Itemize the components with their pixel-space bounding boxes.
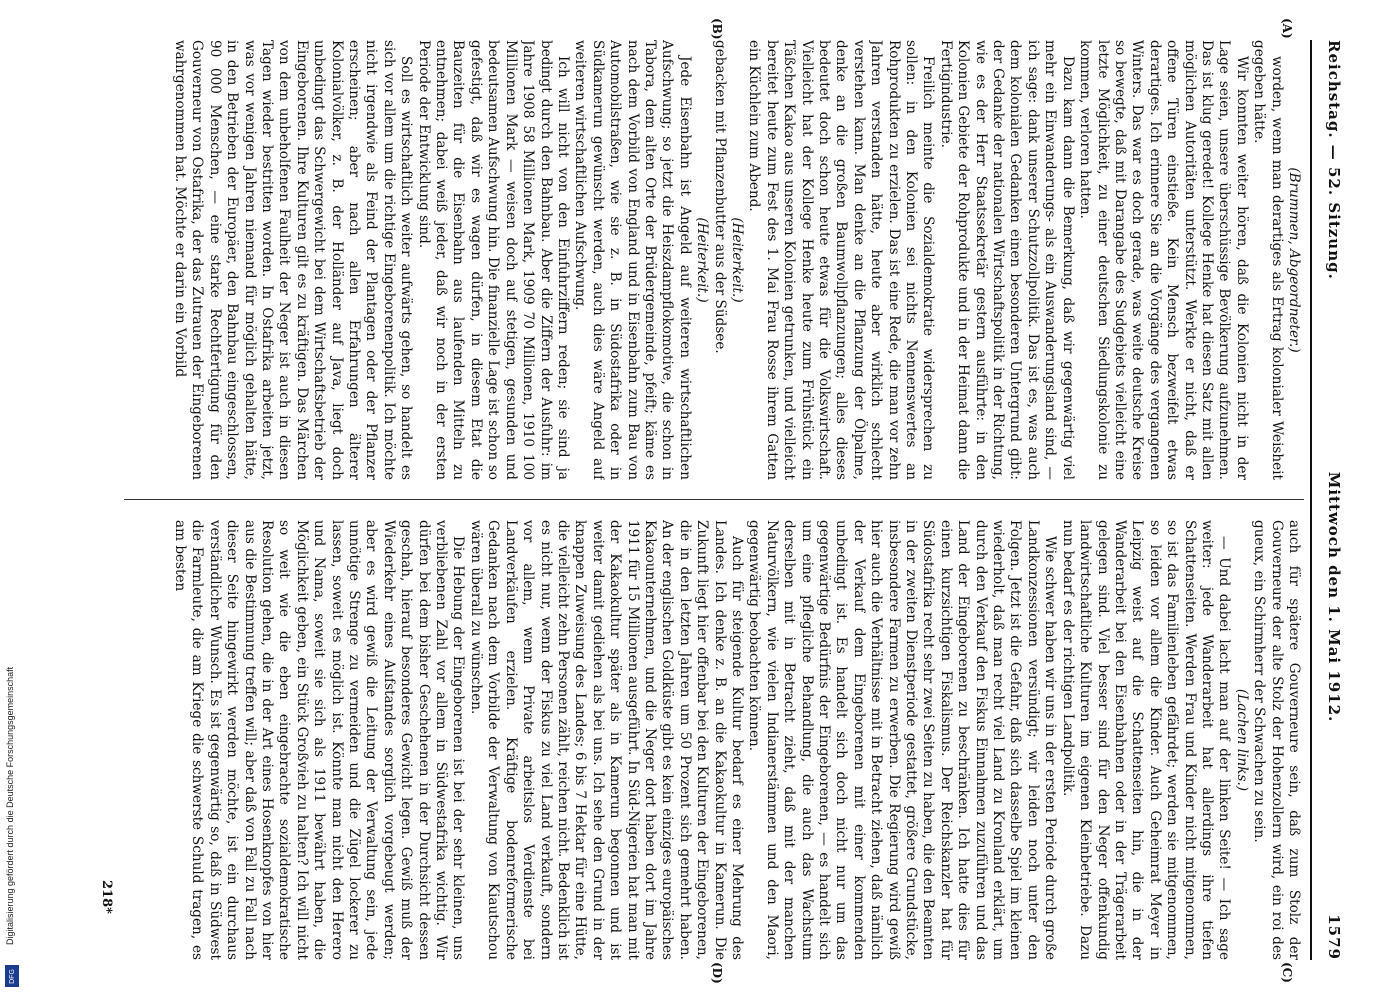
- paragraph: worden, wenn man derartiges als Ertrag kolonialer Weisheit gegeben hätte.: [1251, 40, 1285, 480]
- paragraph: gebacken mit Pflanzenbutter aus der Südsee.: [711, 40, 728, 354]
- paragraph: Freilich meinte die Sozialdemokratie widersprechen zu sollen: in den Kolonien sei nichts Nennenswertes an Rohprodukten zu erzielen. Das ist eine Rede, die man vor zehn Jahren verstanden hätte, heute aber wirklich schlecht verstehen kann. Man denke an die Pflanzung der Ölpalme, denke an die großen Baumwollpflanzungen; alles dieses bedeutet doch schon heute etwas für die Volkswirtschaft. Vielleicht hat der Kollege Henke heute zum Frühstück ein Täßchen Kakao aus unseren Kolonien getrunken, und vielleicht bereitet heute zum Fest des 1. Mai Frau Rosse ihrem Gatten ein Küchlein zum Abend.: [746, 40, 937, 480]
- page-signature: 218*: [99, 880, 114, 914]
- left-text-column: [122, 40, 1302, 480]
- margin-marker-a: (A): [1280, 18, 1294, 39]
- header-date: Mittwoch den 1. Mai 1912.: [1325, 471, 1343, 723]
- paragraph: Dazu kam dann die Bemerkung, daß wir gegenwärtig viel mehr ein Einwanderungs- als ein Auswanderungsland sind, — ich sage: dank unserer Schutzzollpolitik. Das ist es, was auch dem kolonialen Gedanken einen besonderen Untergrund gibt: der Gedanke der nationalen Wirtschaftspolitik in der Richtung, wie es der Herr Staatssekretär gestern ausführte: in den Kolonien Gebiete der Rohprodukte und in der Heimat dann die Fertigindustrie.: [937, 40, 1076, 480]
- paragraph: (Brummen, Abgeordneter.): [1286, 167, 1302, 353]
- digitization-credit-strip: [0, 0, 24, 1000]
- page-header: [1314, 40, 1354, 960]
- margin-marker-c: (C): [1280, 962, 1294, 983]
- column-divider: [124, 499, 1304, 500]
- header-left: Reichstag. — 52. Sitzung.: [1325, 40, 1343, 280]
- digitization-credit: Digitalisierung gefördert durch die Deutsche Forschungsgemeinschaft: [5, 666, 15, 945]
- paragraph: (Lachen links.): [1233, 688, 1250, 792]
- paragraph: auch für spätere Gouverneure sein, daß zum Stolz der Gouverneure der alte Stolz der Hohenzollern wird, ein roi des gueux, ein Schirmherr der Schwachen zu sein.: [1251, 520, 1302, 960]
- paragraph: Wie schwer haben wir uns in der ersten Periode durch große Landkonzessionen versündigt; wir leiden noch unter den Folgen. Jetzt ist die Gefahr, daß sich dasselbe Spiel im kleinen wiederholt, daß man recht viel Land zu Kronland erklärt, um durch den Verkauf den Fiskus Einnahmen zuzuführen und das Land der Eingeborenen zu beschränken. Ich hatte dies für einen kurzsichtigen Fiskalismus. Der Reichskanzler hat für Südostafrika recht sehr zwei Seiten zu haben, die den Beamten in der zweiten Dienstperiode gestattet, größere Grundstücke, insbesondere Farmen zu erwerben. Die Regierung wird gewiß hier auch die Verhältnisse mit in Betracht ziehen, daß nämlich der Verkauf dem Eingeborenen mit einer kommenden unbedingt ist. Es handelt sich doch nicht nur um das gegenwärtige Bedürfnis der Eingeborenen, — es handelt sich um eine pflegliche Behandlung, die auch das Wachstum derselben mit in Betracht zieht, daß mit der manchen Naturvölkern, wie vielen Indianerstämmen und den Maori, gegenwärtig beobachten können.: [746, 520, 1059, 960]
- margin-marker-d: (D): [710, 962, 724, 984]
- paragraph: Auch für steigende Kultur bedarf es einer Mehrung des Landes. Ich denke z. B. an die Kakaokultur in Kamerun. Die Zukunft liegt hier offenbar bei den Kulturen der Eingeborenen, die in den letzten Jahren um 50 Prozent sich gemehrt haben. An der englischen Goldküste gibt es kein einziges europäisches Kakaounternehmen, und die Neger dort haben dort im Jahre 1911 für 15 Millionen ausgeführt. In Süd-Nigerien hat man mit der Kakaokultur später als in Kamerun begonnen und ist weiter damit gediehen als bei uns. Ich sehe den Grund in der knappen Zuweisung des Landes; 6 bis 7 Hektar für eine Hütte, die vielleicht zehn Personen zählt, reichen nicht. Bedenklich ist es nicht nur, wenn der Fiskus zu viel Land verkauft, sondern vor allem, wenn Private arbeitslos Verdienste bei Landverkäufen erzielen. Kräftige bodenreformerische Gedanken nach dem Vorbilde der Verwaltung von Kiautschou wären überall zu wünschen.: [467, 520, 745, 960]
- paragraph: (Heiterkeit.): [694, 217, 711, 303]
- right-text-column: [122, 520, 1302, 960]
- dfg-logo-text: DFG: [8, 968, 16, 984]
- paragraph: Die Hebung der Eingeborenen ist bei der sehr kleinen, uns verbliebenen Zahl vor allem in Südwestafrika wichtig. Wir dürfen bei dem bisher Geschehenen in der Durchsicht dessen geschah, hierauf besonderes Gewicht legen. Gewiß muß der Wiederkehr eines Aufstandes sorglich vorgebeugt werden; aber es wird gewiß die Leitung der Verwaltung sein, jede unnötige Strenge zu vermeiden und die Zügel lockerer zu lassen, soweit es möglich ist. Könnte man nicht den Herero und Nama, soweit sie sich als 1911 bewährt haben, die Möglichkeit geben, ein Stück Großvieh zu halten? Ich will nicht so weit wie die eben eingebrachte sozialdemokratische Resolution gehen, die in der Art eines Hosenknopfes von hier aus die Bestimmung treffen will; aber daß von Fall zu Fall nach dieser Seite hingewirkt werden möchte, ist ein durchaus verständlicher Wunsch. Es ist gegenwärtig so, daß in Südwest die Farmleute, die am Kriege die schwerste Schuld tragen, es am besten: [172, 520, 467, 960]
- paragraph: — Und dabei lacht man auf der linken Seite! — Ich sage weiter: jede Wanderarbeit hat allerdings ihre tiefen Schattenseiten. Werden Frau und Kinder nicht mitgenommen, so ist das Familienleben gefährdet; werden sie mitgenommen, so leiden vor allem die Kinder. Auch Geheimrat Meyer in Leipzig weist auf die Schattenseiten hin, die in der Wanderarbeit bei den Eisenbahnen oder in der Trägerarbeit gelegen sind. Viel besser sind für den Neger offenkundig landwirtschaftliche Kulturen im eigenen Kleinbetriebe. Dazu nun bedarf es der richtigen Landpolitik.: [1059, 520, 1233, 960]
- rotated-page: [44, 0, 1354, 1000]
- paragraph: (Heiterkeit.): [729, 217, 745, 303]
- paragraph: Wir konnten weiter hören, daß die Kolonien nicht in der Lage seien, unsere überschüssige Bevölkerung aufzunehmen. Das ist klug geredet! Kollege Henke hat diesen Satz mit allen möglichen Autoritäten unterstützt. Werkte er nicht, daß er offene Türen einstieße. Kein Mensch bezweifelt etwas derartiges. Ich erinnere Sie an die Vorgänge des vergangenen Winters. Das war es doch gerade, was weite deutsche Kreise so bewegte, daß mit Darangabe des Sudgebiets vielleicht eine letzte Möglichkeit, zu einer deutschen Siedlungskolonie zu kommen, verloren hatten.: [1077, 40, 1250, 480]
- header-rule: [1310, 40, 1312, 960]
- paragraph: Jede Eisenbahn ist Angeld auf weiteren wirtschaftlichen Aufschwung; so jetzt die Heiszdampflokomotive, die schon in Tabora, dem alten Orte der Brüdergemeinde, pfeift; käme es nach dem Vorbild von England und in Eisenbahn zum Bau von Automobilstraßen, wie sie z. B. in Südostafrika oder in Südkamerun gewünscht werden, auch dies wäre Angeld auf weiteren wirtschaftlichen Aufschwung.: [572, 40, 693, 480]
- dfg-logo: [5, 965, 19, 987]
- paragraph: Soll es wirtschaftlich weiter aufwärts gehen, so handelt es sich vor allem um die richtige Eingeborenenpolitik. Ich möchte nicht irgendwie als Feind der Plantagen oder der Pflanzer erscheinen; aber nach allen Erfahrungen älterer Kolonialvölker, z. B. der Holländer auf Java, liegt doch unbedingt das Schwergewicht bei dem Wirtschaftsbetrieb der Eingeborenen. Ihre Kulturen gilt es zu kräftigen. Das Märchen von dem unbeholfenen Faulheit der Neger ist auch in diesen Tagen wieder bestritten worden. In Ostafrika arbeiten jetzt, was vor wenigen Jahren niemand für möglich gehalten hätte, in den Betrieben der Europäer, den Bahnbau eingeschlossen, 90 000 Menschen, — eine starke Rechtfertigung für den Gouverneur von Ostafrika, der das Zutrauen der Eingeborenen wahrgenommen hat. Möchte er darin ein Vorbild: [172, 40, 415, 480]
- header-page-number: 1579: [1325, 914, 1343, 960]
- margin-marker-b: (B): [710, 18, 724, 40]
- paragraph: Ich will nicht von den Einfuhrziffern reden; sie sind ja bedingt durch den Bahnbau. Aber die Ziffern der Ausfuhr: im Jahre 1908 58 Millionen Mark, 1909 70 Millionen, 1910 100 Millionen Mark — weisen doch auf stetigen, gesunden und bedeutsamen Aufschwung hin. Die finanzielle Lage ist schon so gefestigt, daß wir es wagen dürfen, in diesem Etat die Bauzeiten für die Eisenbahn aus laufenden Mitteln zu entnehmen; dabei weiß jeder, daß wir noch in der ersten Periode der Entwicklung sind.: [415, 40, 571, 480]
- scanned-page-viewport: [30, 0, 1383, 1000]
